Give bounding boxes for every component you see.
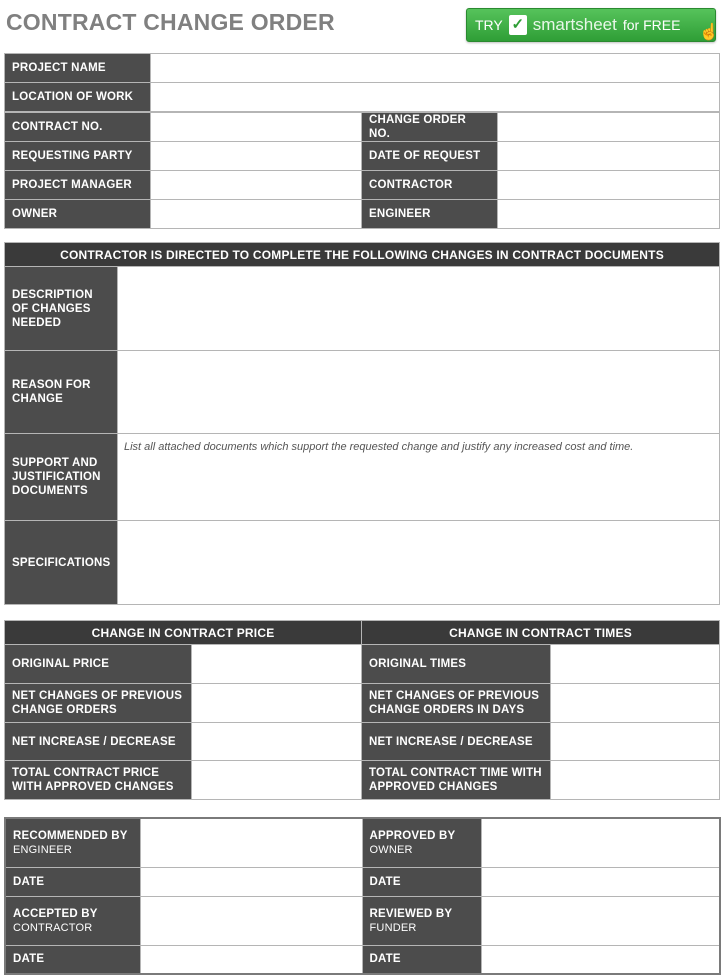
cta-try-label: TRY [475, 17, 503, 33]
original-times-label: ORIGINAL TIMES [362, 645, 551, 684]
reviewed-by-role: FUNDER [369, 921, 417, 934]
price-header: CHANGE IN CONTRACT PRICE [5, 621, 362, 645]
try-smartsheet-button[interactable] [466, 8, 719, 42]
approved-by-title: APPROVED BY [369, 829, 456, 842]
page-title: CONTRACT CHANGE ORDER [6, 9, 335, 35]
contract-no-label: CONTRACT NO. [5, 113, 151, 142]
original-times-field[interactable] [551, 645, 720, 684]
change-order-no-field[interactable] [498, 113, 720, 142]
checkmark-icon: ✓ [509, 15, 527, 35]
approved-date-field[interactable] [481, 867, 720, 896]
pointer-cursor-icon: ☝ [699, 24, 719, 41]
accepted-by-label [5, 896, 140, 945]
net-prev-price-field[interactable] [192, 684, 362, 723]
total-price-field[interactable] [192, 761, 362, 800]
accepted-by-role: CONTRACTOR [13, 921, 93, 934]
cta-brand-label: smartsheet [532, 15, 617, 34]
net-inc-times-label: NET INCREASE / DECREASE [362, 723, 551, 761]
owner-field[interactable] [151, 200, 362, 229]
net-prev-times-field[interactable] [551, 684, 720, 723]
contractor-field[interactable] [498, 171, 720, 200]
reason-label: REASON FOR CHANGE [5, 351, 118, 434]
changes-table [4, 242, 720, 605]
net-inc-times-field[interactable] [551, 723, 720, 761]
requesting-party-label: REQUESTING PARTY [5, 142, 151, 171]
specifications-field[interactable] [118, 521, 720, 605]
support-field[interactable]: List all attached documents which support the requested change and justify any increased cost and time. [118, 434, 720, 521]
original-price-label: ORIGINAL PRICE [5, 645, 192, 684]
signatures-table [4, 817, 721, 975]
location-of-work-field[interactable] [151, 83, 720, 112]
recommended-by-label [5, 818, 140, 867]
date-of-request-label: DATE OF REQUEST [362, 142, 498, 171]
project-name-field[interactable] [151, 54, 720, 83]
engineer-field[interactable] [498, 200, 720, 229]
accepted-by-title: ACCEPTED BY [13, 907, 98, 920]
total-price-label: TOTAL CONTRACT PRICE WITH APPROVED CHANGES [5, 761, 192, 800]
recommended-by-title: RECOMMENDED BY [13, 829, 128, 842]
original-price-field[interactable] [192, 645, 362, 684]
times-header: CHANGE IN CONTRACT TIMES [362, 621, 720, 645]
contract-no-field[interactable] [151, 113, 362, 142]
project-manager-field[interactable] [151, 171, 362, 200]
reviewed-by-title: REVIEWED BY [369, 907, 453, 920]
total-times-label: TOTAL CONTRACT TIME WITH APPROVED CHANGES [362, 761, 551, 800]
location-of-work-label: LOCATION OF WORK [5, 83, 151, 112]
reviewed-by-field[interactable] [481, 896, 720, 945]
project-info-table [4, 53, 720, 112]
net-prev-price-label: NET CHANGES OF PREVIOUS CHANGE ORDERS [5, 684, 192, 723]
cta-free-label: for FREE [622, 17, 681, 33]
changes-header: CONTRACTOR IS DIRECTED TO COMPLETE THE FOLLOWING CHANGES IN CONTRACT DOCUMENTS [5, 243, 720, 267]
accepted-date-field[interactable] [140, 945, 362, 974]
support-label: SUPPORT AND JUSTIFICATION DOCUMENTS [5, 434, 118, 521]
approved-by-role: OWNER [369, 843, 413, 856]
specifications-label: SPECIFICATIONS [5, 521, 118, 605]
recommended-by-field[interactable] [140, 818, 362, 867]
reason-field[interactable] [118, 351, 720, 434]
contract-details-table [4, 112, 720, 229]
accepted-date-label: DATE [5, 945, 140, 974]
reviewed-date-field[interactable] [481, 945, 720, 974]
approved-date-label: DATE [362, 867, 481, 896]
recommended-date-label: DATE [5, 867, 140, 896]
approved-by-label [362, 818, 481, 867]
net-prev-times-label: NET CHANGES OF PREVIOUS CHANGE ORDERS IN DAYS [362, 684, 551, 723]
accepted-by-field[interactable] [140, 896, 362, 945]
price-times-table [4, 620, 720, 800]
reviewed-date-label: DATE [362, 945, 481, 974]
date-of-request-field[interactable] [498, 142, 720, 171]
total-times-field[interactable] [551, 761, 720, 800]
owner-label: OWNER [5, 200, 151, 229]
approved-by-field[interactable] [481, 818, 720, 867]
net-inc-price-label: NET INCREASE / DECREASE [5, 723, 192, 761]
net-inc-price-field[interactable] [192, 723, 362, 761]
description-label: DESCRIPTION OF CHANGES NEEDED [5, 267, 118, 351]
engineer-label: ENGINEER [362, 200, 498, 229]
description-field[interactable] [118, 267, 720, 351]
project-name-label: PROJECT NAME [5, 54, 151, 83]
project-manager-label: PROJECT MANAGER [5, 171, 151, 200]
change-order-no-label: CHANGE ORDER NO. [362, 113, 498, 142]
recommended-by-role: ENGINEER [13, 843, 73, 856]
reviewed-by-label [362, 896, 481, 945]
requesting-party-field[interactable] [151, 142, 362, 171]
contractor-label: CONTRACTOR [362, 171, 498, 200]
recommended-date-field[interactable] [140, 867, 362, 896]
